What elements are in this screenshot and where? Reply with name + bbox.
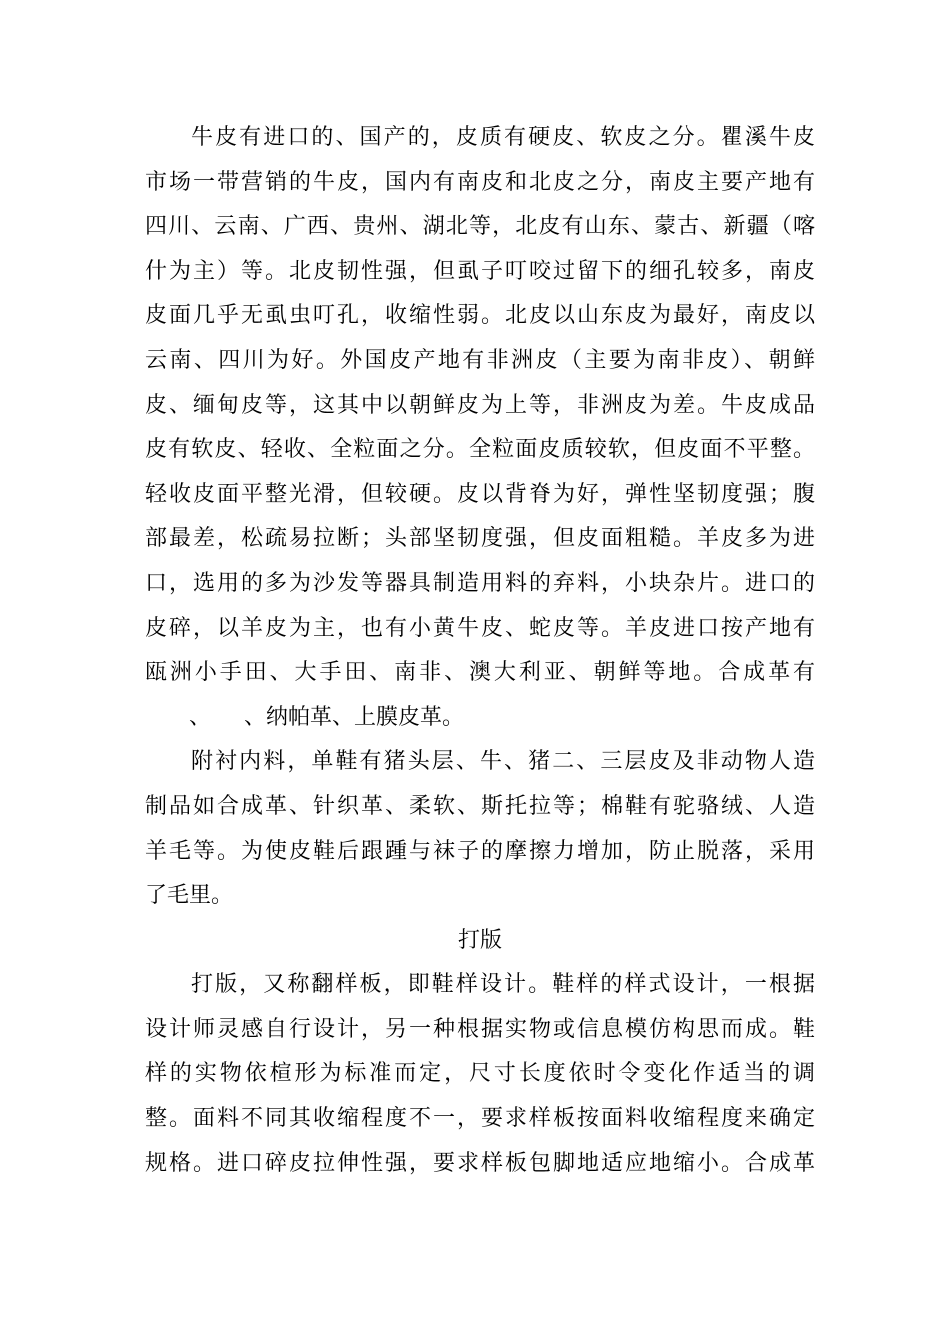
text-line: 皮有软皮、轻收、全粒面之分。全粒面皮质较软，但皮面不平整。 bbox=[145, 437, 815, 463]
text-line: 皮面几乎无虱虫叮孔，收缩性弱。北皮以山东皮为最好，南皮以 bbox=[145, 303, 815, 329]
text-line: 皮碎，以羊皮为主，也有小黄牛皮、蛇皮等。羊皮进口按产地有 bbox=[145, 615, 815, 641]
document-body bbox=[145, 116, 815, 1186]
text-line: 打版，又称翻样板，即鞋样设计。鞋样的样式设计，一根据 bbox=[191, 972, 815, 998]
text-line: 附衬内料，单鞋有猪头层、牛、猪二、三层皮及非动物人造 bbox=[191, 749, 815, 775]
text-line: 云南、四川为好。外国皮产地有非洲皮（主要为南非皮）、朝鲜 bbox=[145, 347, 815, 373]
text-line: 规格。进口碎皮拉伸性强，要求样板包脚地适应地缩小。合成革 bbox=[145, 1150, 815, 1176]
text-line: 部最差，松疏易拉断；头部坚韧度强，但皮面粗糙。羊皮多为进 bbox=[145, 526, 815, 552]
text-line: 设计师灵感自行设计，另一种根据实物或信息模仿构思而成。鞋 bbox=[145, 1016, 815, 1042]
paragraph-leather-types bbox=[145, 116, 815, 740]
text-line: 瓯洲小手田、大手田、南非、澳大利亚、朝鲜等地。合成革有 bbox=[145, 660, 815, 686]
text-line: 皮、缅甸皮等，这其中以朝鲜皮为上等，非洲皮为差。牛皮成品 bbox=[145, 392, 815, 418]
text-line: 轻收皮面平整光滑，但较硬。皮以背脊为好，弹性坚韧度强；腹 bbox=[145, 481, 815, 507]
text-line: 市场一带营销的牛皮，国内有南皮和北皮之分，南皮主要产地有 bbox=[145, 169, 815, 195]
text-line: 口，选用的多为沙发等器具制造用料的弃料，小块杂片。进口的 bbox=[145, 570, 815, 596]
text-line: 制品如合成革、针织革、柔软、斯托拉等；棉鞋有驼骆绒、人造 bbox=[145, 793, 815, 819]
paragraph-pattern-making bbox=[145, 963, 815, 1186]
text-line: 了毛里。 bbox=[145, 883, 234, 909]
text-line: 样的实物依楦形为标准而定，尺寸长度依时令变化作适当的调 bbox=[145, 1061, 815, 1087]
section-heading: 打版 bbox=[457, 927, 502, 953]
text-line: 牛皮有进口的、国产的，皮质有硬皮、软皮之分。瞿溪牛皮 bbox=[191, 125, 815, 150]
text-line: 四川、云南、广西、贵州、湖北等，北皮有山东、蒙古、新疆（喀 bbox=[145, 214, 815, 240]
text-line: 、 、纳帕革、上膜皮革。 bbox=[145, 704, 465, 730]
text-line: 整。面料不同其收缩程度不一，要求样板按面料收缩程度来确定 bbox=[145, 1106, 815, 1132]
text-line: 什为主）等。北皮韧性强，但虱子叮咬过留下的细孔较多，南皮 bbox=[145, 258, 815, 284]
paragraph-lining bbox=[145, 740, 815, 918]
text-line: 羊毛等。为使皮鞋后跟踵与袜子的摩擦力增加，防止脱落，采用 bbox=[145, 838, 815, 864]
